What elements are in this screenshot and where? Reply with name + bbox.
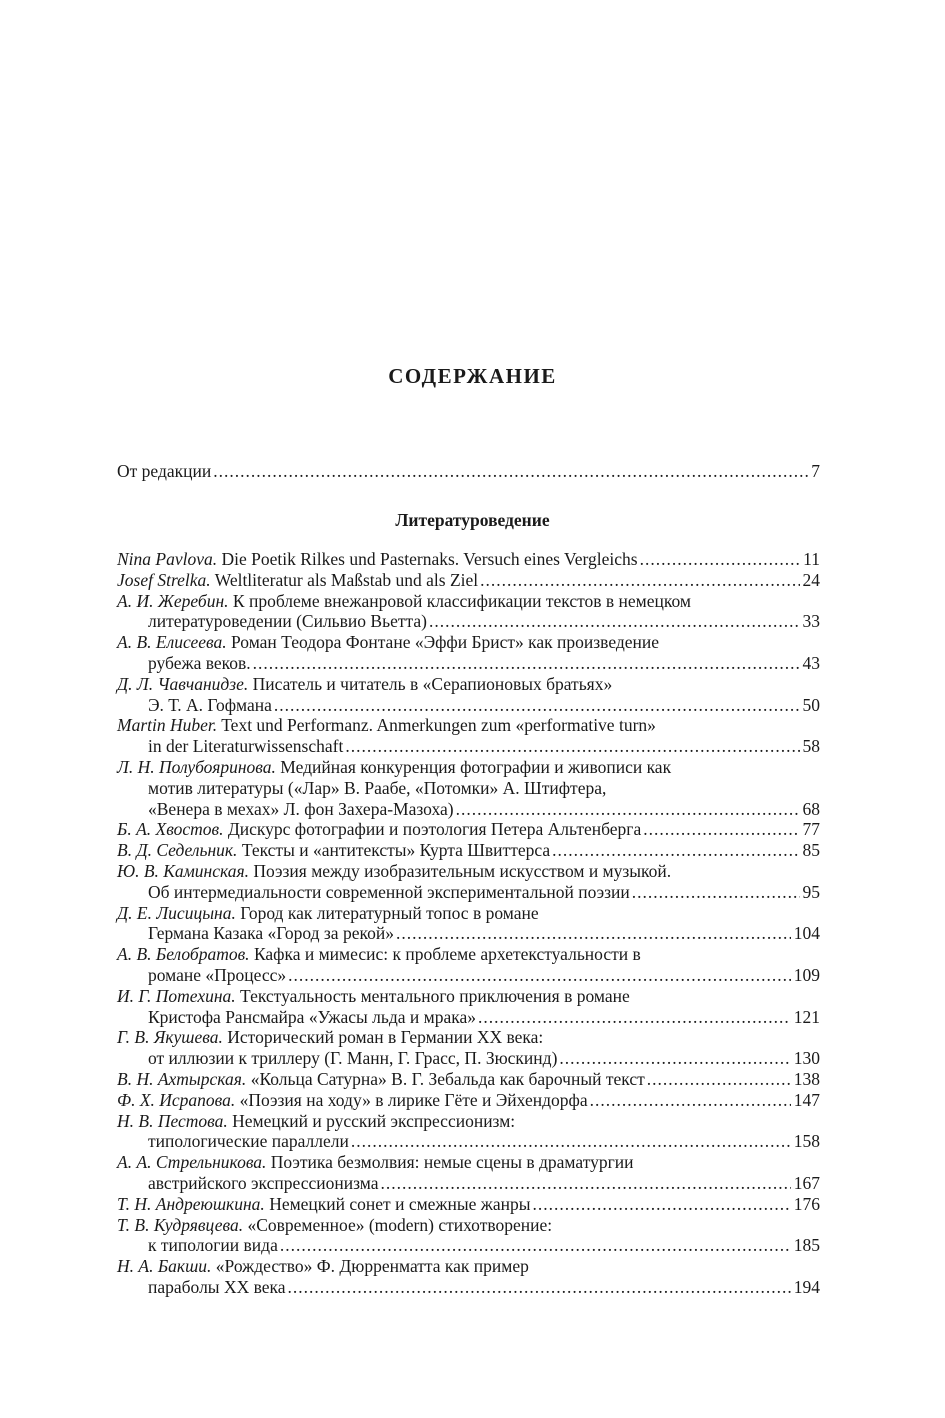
toc-entry bbox=[117, 944, 820, 986]
entry-text bbox=[117, 757, 671, 777]
toc-entry bbox=[117, 632, 820, 674]
toc-line bbox=[117, 1215, 820, 1236]
entry-text bbox=[117, 591, 691, 611]
dot-leader bbox=[640, 549, 801, 570]
toc-line bbox=[117, 570, 820, 591]
toc-entry bbox=[117, 570, 820, 591]
entry-text bbox=[117, 944, 641, 964]
entry-text bbox=[148, 736, 343, 757]
entry-text bbox=[148, 1131, 349, 1152]
toc-line bbox=[117, 986, 820, 1007]
entry-title-line: Медийная конкуренция фотографии и живописи как bbox=[280, 756, 672, 777]
page-number: 77 bbox=[802, 819, 820, 840]
entry-text bbox=[117, 715, 656, 735]
dot-leader bbox=[632, 882, 800, 903]
entry-author: Б. А. Хвостов. bbox=[117, 819, 224, 840]
entry-text bbox=[117, 1152, 634, 1172]
dot-leader bbox=[253, 653, 800, 674]
entry-author: Ю. В. Каминская. bbox=[117, 860, 250, 881]
toc-line bbox=[117, 611, 820, 632]
dot-leader bbox=[429, 611, 800, 632]
entry-title-line: «Кольца Сатурна» В. Г. Зебальда как барочный текст bbox=[250, 1068, 645, 1089]
entry-text bbox=[117, 903, 539, 923]
toc-line bbox=[117, 1090, 820, 1111]
toc-entry bbox=[117, 1111, 820, 1153]
toc-line bbox=[117, 695, 820, 716]
entry-text bbox=[148, 965, 286, 986]
entry-title-line: Тексты и «антитексты» Курта Швиттерса bbox=[241, 840, 551, 861]
page-number: 185 bbox=[793, 1235, 820, 1256]
entry-author: В. Д. Седельник. bbox=[117, 840, 238, 861]
entry-text bbox=[117, 840, 550, 861]
page-title: СОДЕРЖАНИЕ bbox=[388, 364, 557, 388]
entry-text bbox=[148, 1048, 557, 1069]
entry-title-line: Писатель и читатель в «Серапионовых братьях» bbox=[252, 673, 613, 694]
toc-entries bbox=[117, 549, 820, 1298]
toc-entry bbox=[117, 715, 820, 757]
toc-entry bbox=[117, 986, 820, 1028]
entry-title-line: параболы XX века bbox=[148, 1276, 286, 1297]
entry-text bbox=[148, 882, 630, 903]
entry-text bbox=[117, 1215, 552, 1235]
page-number: 43 bbox=[802, 652, 820, 673]
page-number: 95 bbox=[802, 881, 820, 902]
toc-line bbox=[117, 653, 820, 674]
entry-title-line: Поэтика безмолвия: немые сцены в драматургии bbox=[270, 1152, 634, 1173]
toc-entry bbox=[117, 1090, 820, 1111]
entry-author: Г. В. Якушева. bbox=[117, 1027, 223, 1048]
page-number: 85 bbox=[802, 840, 820, 861]
entry-title-line: от иллюзии к триллеру (Г. Манн, Г. Грасс, П. Зюскинд) bbox=[148, 1048, 558, 1069]
toc-line bbox=[117, 778, 820, 799]
entry-text bbox=[148, 923, 394, 944]
entry-title-line: рубежа веков. bbox=[148, 652, 251, 673]
toc-line bbox=[117, 819, 820, 840]
page-number: 167 bbox=[793, 1172, 820, 1193]
page-number: 24 bbox=[802, 569, 820, 590]
entry-title-line: Die Poetik Rilkes und Pasternaks. Versuch eines Vergleichs bbox=[221, 549, 638, 569]
toc-line bbox=[117, 632, 820, 653]
toc-line bbox=[117, 1131, 820, 1152]
entry-title-line: Текстуальность ментального приключения в романе bbox=[240, 985, 630, 1006]
dot-leader bbox=[351, 1131, 791, 1152]
toc-line bbox=[117, 1152, 820, 1173]
page-number: 109 bbox=[793, 964, 820, 985]
dot-leader bbox=[280, 1235, 791, 1256]
entry-text bbox=[148, 1007, 476, 1028]
entry-author: В. Н. Ахтырская. bbox=[117, 1068, 247, 1089]
toc-entry bbox=[117, 674, 820, 716]
toc-line bbox=[117, 1256, 820, 1277]
entry-text bbox=[117, 1027, 543, 1047]
toc-entry bbox=[117, 1069, 820, 1090]
page-number: 138 bbox=[793, 1068, 820, 1089]
toc-line bbox=[117, 736, 820, 757]
toc-line bbox=[117, 861, 820, 882]
page-number: 50 bbox=[802, 694, 820, 715]
dot-leader bbox=[380, 1173, 790, 1194]
entry-title-line: австрийского экспрессионизма bbox=[148, 1172, 379, 1193]
toc-entry bbox=[117, 1027, 820, 1069]
entry-text bbox=[148, 1235, 278, 1256]
toc-line bbox=[117, 1111, 820, 1132]
toc-entry bbox=[117, 1194, 820, 1215]
toc-line bbox=[117, 840, 820, 861]
entry-title-line: «Поэзия на ходу» в лирике Гёте и Эйхендорфа bbox=[239, 1089, 588, 1110]
toc-front-entry bbox=[117, 461, 820, 482]
entry-title-line: Немецкий и русский экспрессионизм: bbox=[232, 1110, 516, 1131]
entry-author: Nina Pavlova. bbox=[117, 549, 218, 569]
toc-line bbox=[117, 591, 820, 612]
entry-author: Д. Е. Лисицына. bbox=[117, 902, 236, 923]
entry-title-line: Weltliteratur als Maßstab und als Ziel bbox=[214, 569, 479, 590]
entry-title-line: литературоведении (Сильвио Вьетта) bbox=[148, 611, 427, 632]
entry-author: А. В. Белобратов. bbox=[117, 944, 250, 965]
entry-text bbox=[148, 611, 427, 632]
toc-entry bbox=[117, 840, 820, 861]
entry-author: Ф. Х. Исрапова. bbox=[117, 1089, 236, 1110]
entry-author: Josef Strelka. bbox=[117, 569, 211, 590]
entry-text bbox=[148, 778, 606, 798]
entry-title-line: мотив литературы («Лар» В. Раабе, «Потомки» А. Штифтера, bbox=[148, 777, 607, 798]
page-number: 176 bbox=[793, 1193, 820, 1214]
dot-leader bbox=[559, 1048, 790, 1069]
toc-line bbox=[117, 1007, 820, 1028]
toc-line bbox=[117, 1194, 820, 1215]
toc-entry bbox=[117, 1256, 820, 1298]
dot-leader bbox=[396, 923, 791, 944]
toc-line bbox=[117, 757, 820, 778]
entry-text bbox=[148, 695, 272, 716]
dot-leader bbox=[647, 1069, 791, 1090]
toc-line bbox=[117, 461, 820, 482]
dot-leader bbox=[456, 799, 800, 820]
entry-text bbox=[117, 986, 630, 1006]
entry-title-line: Город как литературный топос в романе bbox=[240, 902, 539, 923]
dot-leader bbox=[552, 840, 799, 861]
entry-title-line: Германа Казака «Город за рекой» bbox=[148, 923, 394, 944]
toc-entry bbox=[117, 757, 820, 819]
entry-title-line: Кристофа Рансмайра «Ужасы льда и мрака» bbox=[148, 1006, 477, 1027]
entry-author: А. И. Жеребин. bbox=[117, 590, 229, 611]
toc-line bbox=[117, 965, 820, 986]
page-number: 11 bbox=[803, 549, 820, 569]
page-number: 68 bbox=[802, 798, 820, 819]
entry-title-line: Э. Т. А. Гофмана bbox=[148, 694, 272, 715]
entry-title-line: «Венера в мехах» Л. фон Захера-Мазоха) bbox=[148, 798, 454, 819]
page-number: 7 bbox=[811, 461, 820, 481]
toc-line bbox=[117, 715, 820, 736]
entry-text bbox=[117, 1256, 529, 1276]
dot-leader bbox=[288, 1277, 791, 1298]
toc-line bbox=[117, 882, 820, 903]
entry-title-line: Дискурс фотографии и поэтология Петера Альтенберга bbox=[227, 819, 642, 840]
entry-text bbox=[117, 819, 641, 840]
entry-title-line: Немецкий сонет и смежные жанры bbox=[269, 1193, 531, 1214]
entry-author: А. А. Стрельникова. bbox=[117, 1152, 267, 1173]
entry-author: Н. В. Пестова. bbox=[117, 1110, 228, 1131]
entry-author: Л. Н. Полубояринова. bbox=[117, 756, 276, 777]
entry-author: Т. В. Кудрявцева. bbox=[117, 1214, 244, 1235]
entry-text bbox=[117, 1111, 515, 1131]
dot-leader bbox=[533, 1194, 791, 1215]
toc-line bbox=[117, 1027, 820, 1048]
entry-text bbox=[148, 1173, 378, 1194]
dot-leader bbox=[274, 695, 800, 716]
entry-author: Martin Huber. bbox=[117, 715, 218, 736]
entry-author: Н. А. Бакши. bbox=[117, 1256, 212, 1277]
toc-entry bbox=[117, 903, 820, 945]
entry-author: А. В. Елисеева. bbox=[117, 632, 227, 653]
entry-text bbox=[148, 799, 454, 820]
entry-author: И. Г. Потехина. bbox=[117, 985, 236, 1006]
page-number: 104 bbox=[793, 923, 820, 944]
entry-title: От редакции bbox=[117, 461, 212, 481]
entry-text bbox=[117, 1069, 645, 1090]
entry-text bbox=[117, 674, 612, 694]
entry-text bbox=[117, 1194, 531, 1215]
toc-entry bbox=[117, 819, 820, 840]
entry-title-line: романе «Процесс» bbox=[148, 964, 287, 985]
dot-leader bbox=[345, 736, 799, 757]
dot-leader bbox=[590, 1090, 791, 1111]
toc-entry bbox=[117, 1215, 820, 1257]
entry-title-line: К проблеме внежанровой классификации текстов в немецком bbox=[232, 590, 691, 611]
entry-title-line: Исторический роман в Германии XX века: bbox=[227, 1027, 544, 1048]
toc-entry bbox=[117, 1152, 820, 1194]
entry-title-line: «Рождество» Ф. Дюрренматта как пример bbox=[215, 1256, 529, 1277]
entry-text bbox=[117, 549, 638, 570]
toc-line bbox=[117, 674, 820, 695]
page-number: 58 bbox=[802, 736, 820, 757]
entry-author: Д. Л. Чавчанидзе. bbox=[117, 673, 249, 694]
toc-line bbox=[117, 1069, 820, 1090]
dot-leader bbox=[643, 819, 799, 840]
page-number: 130 bbox=[793, 1048, 820, 1069]
toc-line bbox=[117, 549, 820, 570]
entry-text bbox=[117, 861, 671, 881]
toc-line bbox=[117, 799, 820, 820]
toc-entry bbox=[117, 861, 820, 903]
entry-title-line: «Современное» (modern) стихотворение: bbox=[247, 1214, 553, 1235]
dot-leader bbox=[478, 1007, 791, 1028]
toc-line bbox=[117, 944, 820, 965]
entry-title-line: типологические параллели bbox=[148, 1131, 349, 1152]
entry-text bbox=[148, 1277, 286, 1298]
section-heading: Литературоведение bbox=[395, 510, 550, 530]
dot-leader bbox=[213, 461, 808, 482]
entry-title-line: Об интермедиальности современной экспериментальной поэзии bbox=[148, 881, 630, 902]
entry-text bbox=[148, 653, 251, 674]
page-number: 194 bbox=[793, 1276, 820, 1297]
toc-line bbox=[117, 1048, 820, 1069]
entry-title-line: Поэзия между изобразительным искусством и музыкой. bbox=[253, 860, 672, 881]
toc-entry bbox=[117, 591, 820, 633]
entry-title-line: Кафка и мимесис: к проблеме архетекстуальности в bbox=[253, 944, 641, 965]
dot-leader bbox=[480, 570, 799, 591]
toc-line bbox=[117, 923, 820, 944]
toc-line bbox=[117, 1277, 820, 1298]
entry-title-line: к типологии вида bbox=[148, 1235, 278, 1256]
entry-text bbox=[117, 570, 478, 591]
entry-text bbox=[117, 1090, 588, 1111]
entry-title-line: in der Literaturwissenschaft bbox=[148, 736, 344, 757]
toc-entry bbox=[117, 549, 820, 570]
toc-line bbox=[117, 903, 820, 924]
entry-author: Т. Н. Андреюшкина. bbox=[117, 1193, 265, 1214]
toc-line bbox=[117, 1173, 820, 1194]
dot-leader bbox=[288, 965, 791, 986]
page-number: 33 bbox=[802, 611, 820, 632]
page-number: 158 bbox=[793, 1131, 820, 1152]
entry-title-line: Роман Теодора Фонтане «Эффи Брист» как произведение bbox=[231, 632, 660, 653]
page-number: 147 bbox=[793, 1089, 820, 1110]
toc-line bbox=[117, 1235, 820, 1256]
page-number: 121 bbox=[793, 1006, 820, 1027]
entry-text bbox=[117, 632, 659, 652]
entry-title-line: Text und Performanz. Anmerkungen zum «performative turn» bbox=[221, 715, 656, 736]
